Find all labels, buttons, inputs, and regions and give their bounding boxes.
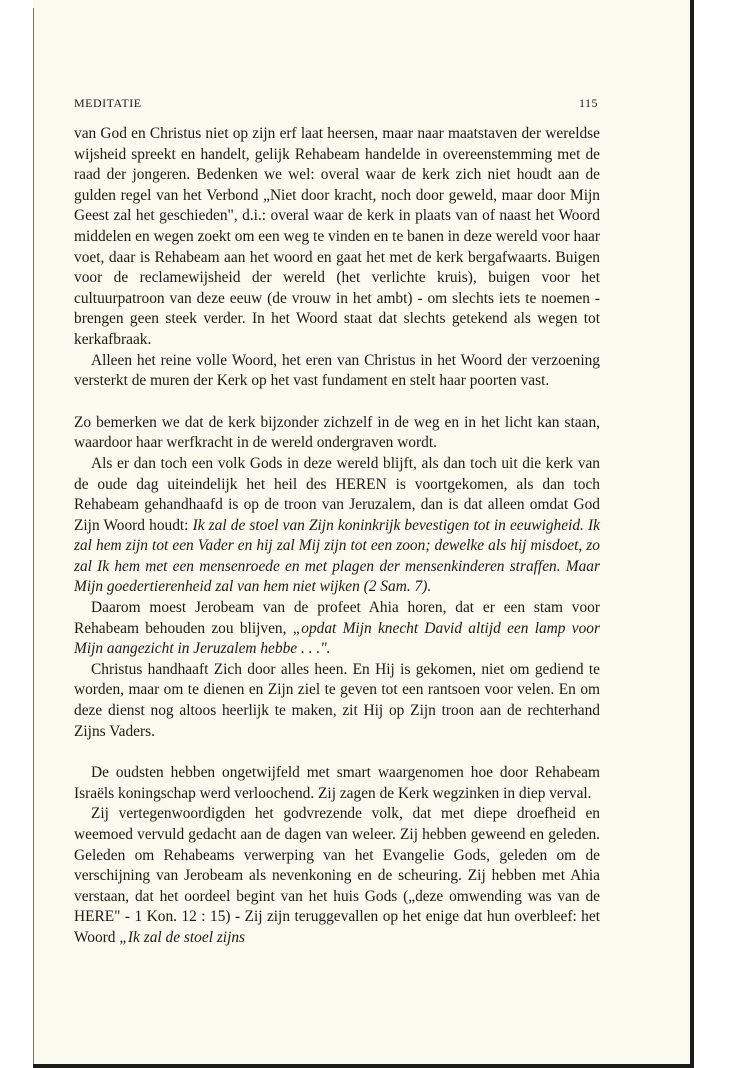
paragraph	[74, 804, 600, 948]
running-title: MEDITATIE	[74, 96, 142, 110]
text-run: Zo bemerken we dat de kerk bijzonder zichzelf in de weg en in het licht kan staan, waardoor haar werfkracht in de wereld ondergraven wordt.	[74, 413, 600, 452]
italic-quote: Ik zal de stoel van Zijn koninkrijk bevestigen tot in eeuwigheid. Ik zal hem zijn tot een Vader en hij zal Mij zijn tot een zoon; dewelke als hij misdoet, zo zal Ik hem met een mensenroede en met plagen der mensenkinderen straffen. Maar Mijn goedertierenheid zal van hem niet wijken (2 Sam. 7).	[74, 516, 600, 596]
paragraph	[74, 598, 600, 660]
text-run: Zij vertegenwoordigden het godvrezende volk, dat met diepe droefheid en weemoed vervuld gedacht aan de dagen van weleer. Zij hebben geweend en geleden. Geleden om Rehabeams verwerping van het Evangelie Gods, geleden om de verschijning van Jerobeam als nevenkoning en de scheuring. Zij hebben met Ahia verstaan, dat het oordeel begint van het huis Gods („deze omwending was van de HERE" - 1 Kon. 12 : 15) - Zij zijn teruggevallen op het enige dat hun overbleef: het Woord	[74, 805, 600, 946]
italic-quote: „Ik zal de stoel zijns	[119, 928, 246, 946]
paragraph	[74, 351, 600, 392]
italic-quote: „opdat Mijn knecht David altijd een lamp voor Mijn aangezicht in Jeruzalem hebbe . . .".	[74, 619, 600, 658]
paragraph	[74, 763, 600, 804]
paragraph	[74, 124, 600, 351]
text-run: van God en Christus niet op zijn erf laat heersen, maar naar maatstaven der wereldse wijsheid spreekt en handelt, gelijk Rehabeam handelde in overeenstemming met de raad der jongeren. Bedenken we wel: overal waar de kerk zich niet houdt aan de gulden regel van het Verbond „Niet door kracht, noch door geweld, maar door Mijn Geest zal het geschieden", d.i.: overal waar de kerk in plaats van of naast het Woord middelen en wegen zoekt om een weg te vinden en te banen in deze wereld voor haar voet, daar is Rehabeam aan het woord en gaat het met de kerk bergafwaarts. Buigen voor de reclamewijsheid der wereld (het verlichte kruis), buigen voor het cultuurpatroon van deze eeuw (de vrouw in het ambt) - om slechts iets te noemen - brengen geen steek verder. In het Woord staat dat slechts getekend als wegen tot kerkafbraak.	[74, 125, 600, 348]
paragraph	[74, 454, 600, 598]
text-run: De oudsten hebben ongetwijfeld met smart waargenomen hoe door Rehabeam Israëls koningschap werd verloochend. Zij zagen de Kerk wegzinken in diep verval.	[74, 764, 600, 802]
text-run: Alleen het reine volle Woord, het eren van Christus in het Woord der verzoening versterkt de muren der Kerk op het vast fundament en stelt haar poorten vast.	[74, 351, 600, 390]
page-bottom-shadow	[33, 1064, 694, 1068]
text-run: Als er dan toch een volk Gods in deze wereld blijft, als dan toch uit die kerk van de oude dag uiteindelijk het heil des HEREN is voortgekomen, als dan toch Rehabeam gehandhaafd is op de troon van Jeruzalem, dan is dat alleen omdat God Zijn Woord houdt:	[74, 454, 600, 534]
page-right-shadow	[690, 0, 694, 1068]
page-left-edge	[33, 8, 34, 1068]
body-text	[74, 124, 600, 949]
page-number: 115	[578, 96, 598, 110]
text-run: Christus handhaaft Zich door alles heen. En Hij is gekomen, niet om gediend te worden, maar om te dienen en Zijn ziel te geven tot een rantsoen voor velen. En om deze dienst nog altoos heerlijk te maken, zit Hij op Zijn troon aan de rechterhand Zijns Vaders.	[74, 660, 600, 740]
paragraph	[74, 660, 600, 742]
text-run: Daarom moest Jerobeam van de profeet Ahia horen, dat er een stam voor Rehabeam behouden zou blijven,	[74, 599, 600, 637]
paragraph	[74, 413, 600, 454]
